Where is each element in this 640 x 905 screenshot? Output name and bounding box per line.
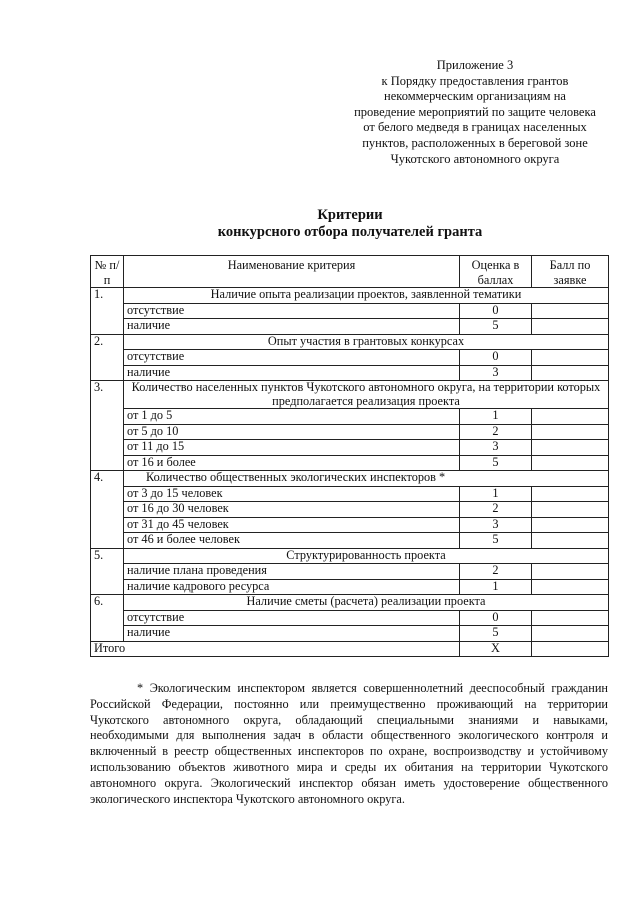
header-score: Оценка в баллах xyxy=(460,256,532,288)
row-score: 5 xyxy=(460,319,532,335)
row-points-cell[interactable] xyxy=(532,319,609,335)
header-name: Наименование критерия xyxy=(124,256,460,288)
section-num: 4. xyxy=(91,471,124,487)
appendix-line: Чукотского автономного округа xyxy=(390,151,560,166)
row-label: наличие xyxy=(124,319,460,335)
row-score: 3 xyxy=(460,365,532,381)
row-label: от 1 до 5 xyxy=(124,409,460,425)
num-spacer xyxy=(91,319,124,335)
appendix-line: Приложение 3 xyxy=(436,58,514,72)
row-label: отсутствие xyxy=(124,303,460,319)
appendix-line: проведение мероприятий по защите человека xyxy=(354,104,596,119)
section-num: 5. xyxy=(91,548,124,564)
table-row xyxy=(91,440,609,456)
num-spacer xyxy=(91,533,124,549)
row-score: 2 xyxy=(460,564,532,580)
header-num: № п/п xyxy=(91,256,124,288)
row-points-cell[interactable] xyxy=(532,579,609,595)
table-row xyxy=(91,365,609,381)
section-num: 2. xyxy=(91,334,124,350)
row-points-cell[interactable] xyxy=(532,610,609,626)
appendix-line: к Порядку предоставления грантов xyxy=(381,73,569,88)
appendix-line: пунктов, расположенных в береговой зоне xyxy=(362,135,588,150)
row-score: 3 xyxy=(460,517,532,533)
row-label: отсутствие xyxy=(124,350,460,366)
section-row xyxy=(91,548,609,564)
num-spacer xyxy=(91,440,124,456)
row-points-cell[interactable] xyxy=(532,455,609,471)
table-row xyxy=(91,486,609,502)
num-spacer xyxy=(91,486,124,502)
total-label: Итого xyxy=(91,641,460,657)
appendix-header xyxy=(340,58,610,167)
row-points-cell[interactable] xyxy=(532,440,609,456)
row-points-cell[interactable] xyxy=(532,626,609,642)
row-label: наличие xyxy=(124,365,460,381)
footnote xyxy=(90,681,608,807)
footnote-text: * Экологическим инспектором является совершеннолетний дееспособный гражданин Российской Федерации, постоянно или преимущественно проживающий на территории Чукотского автономного округа, обладающий специальными знаниями и навыками, необходимыми для выполнения задач в области общественного экологического контроля и включенный в реестр общественных инспекторов по охране, воспроизводству и устойчивому использованию объектов животного мира и среды их обитания на территории Чукотского автономного округа. Экологический инспектор обязан иметь удостоверение общественного экологического инспектора Чукотского автономного округа. xyxy=(90,681,608,806)
table-row xyxy=(91,424,609,440)
header-points: Балл по заявке xyxy=(532,256,609,288)
row-points-cell[interactable] xyxy=(532,533,609,549)
row-score: 2 xyxy=(460,502,532,518)
num-spacer xyxy=(91,579,124,595)
row-label: от 46 и более человек xyxy=(124,533,460,549)
num-spacer xyxy=(91,409,124,425)
row-points-cell[interactable] xyxy=(532,564,609,580)
total-points-cell[interactable] xyxy=(532,641,609,657)
row-label: наличие кадрового ресурса xyxy=(124,579,460,595)
table-row xyxy=(91,409,609,425)
section-title: Структурированность проекта xyxy=(124,548,609,564)
num-spacer xyxy=(91,610,124,626)
table-row xyxy=(91,610,609,626)
row-points-cell[interactable] xyxy=(532,502,609,518)
row-points-cell[interactable] xyxy=(532,517,609,533)
row-score: 5 xyxy=(460,626,532,642)
num-spacer xyxy=(91,350,124,366)
table-row xyxy=(91,564,609,580)
row-score: 5 xyxy=(460,533,532,549)
row-points-cell[interactable] xyxy=(532,365,609,381)
table-row xyxy=(91,350,609,366)
row-label: от 5 до 10 xyxy=(124,424,460,440)
row-label: наличие плана проведения xyxy=(124,564,460,580)
num-spacer xyxy=(91,365,124,381)
section-num: 1. xyxy=(91,288,124,304)
num-spacer xyxy=(91,517,124,533)
num-spacer xyxy=(91,303,124,319)
section-title: Количество населенных пунктов Чукотского автономного округа, на территории которых предполагается реализация проекта xyxy=(124,381,609,409)
num-spacer xyxy=(91,424,124,440)
table-header-row xyxy=(91,256,609,288)
table-row xyxy=(91,533,609,549)
title-line-2: конкурсного отбора получателей гранта xyxy=(217,224,483,240)
row-score: 3 xyxy=(460,440,532,456)
table-row xyxy=(91,502,609,518)
section-row xyxy=(91,471,609,487)
row-label: от 16 и более xyxy=(124,455,460,471)
row-points-cell[interactable] xyxy=(532,409,609,425)
table-row xyxy=(91,303,609,319)
row-score: 0 xyxy=(460,303,532,319)
row-label: от 31 до 45 человек xyxy=(124,517,460,533)
row-points-cell[interactable] xyxy=(532,486,609,502)
section-title: Количество общественных экологических инспекторов * xyxy=(124,471,609,487)
document-title xyxy=(90,207,610,241)
row-score: 1 xyxy=(460,409,532,425)
num-spacer xyxy=(91,626,124,642)
section-row xyxy=(91,334,609,350)
row-points-cell[interactable] xyxy=(532,303,609,319)
row-score: 1 xyxy=(460,486,532,502)
row-label: от 3 до 15 человек xyxy=(124,486,460,502)
num-spacer xyxy=(91,455,124,471)
appendix-line: от белого медведя в границах населенных xyxy=(363,120,587,135)
section-title: Наличие сметы (расчета) реализации проекта xyxy=(124,595,609,611)
table-row xyxy=(91,517,609,533)
table-row xyxy=(91,455,609,471)
row-label: от 11 до 15 xyxy=(124,440,460,456)
total-score: X xyxy=(460,641,532,657)
row-score: 0 xyxy=(460,350,532,366)
num-spacer xyxy=(91,502,124,518)
appendix-line: некоммерческим организациям на xyxy=(384,89,566,104)
table-row xyxy=(91,579,609,595)
row-points-cell[interactable] xyxy=(532,424,609,440)
row-score: 5 xyxy=(460,455,532,471)
section-title: Опыт участия в грантовых конкурсах xyxy=(124,334,609,350)
table-row xyxy=(91,319,609,335)
row-score: 1 xyxy=(460,579,532,595)
row-score: 2 xyxy=(460,424,532,440)
table-row xyxy=(91,626,609,642)
section-num: 6. xyxy=(91,595,124,611)
section-row xyxy=(91,288,609,304)
row-label: от 16 до 30 человек xyxy=(124,502,460,518)
section-row xyxy=(91,595,609,611)
row-label: отсутствие xyxy=(124,610,460,626)
row-label: наличие xyxy=(124,626,460,642)
title-line-1: Критерии xyxy=(317,207,383,223)
section-row xyxy=(91,381,609,409)
total-row xyxy=(91,641,609,657)
section-title: Наличие опыта реализации проектов, заявленной тематики xyxy=(124,288,609,304)
criteria-table xyxy=(90,255,609,657)
row-score: 0 xyxy=(460,610,532,626)
section-num: 3. xyxy=(91,381,124,409)
num-spacer xyxy=(91,564,124,580)
row-points-cell[interactable] xyxy=(532,350,609,366)
